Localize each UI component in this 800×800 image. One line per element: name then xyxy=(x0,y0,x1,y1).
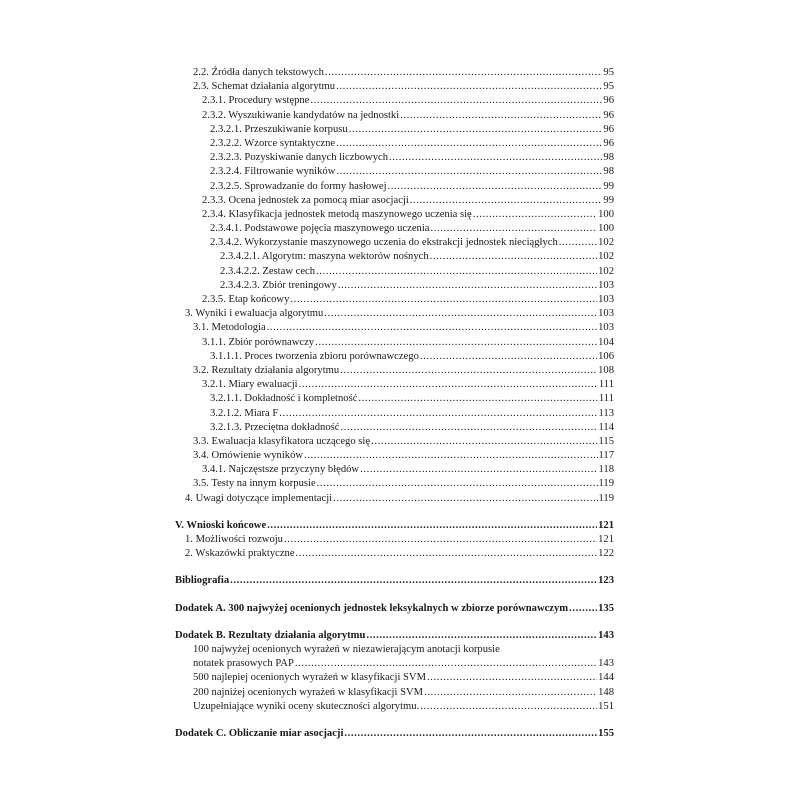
dot-leader xyxy=(389,151,602,165)
toc-page-number: 98 xyxy=(603,152,614,164)
toc-entry-title: 4. Uwagi dotyczące implementacji xyxy=(185,492,333,504)
dot-leader xyxy=(344,727,597,741)
dot-leader xyxy=(336,165,602,179)
dot-leader xyxy=(430,250,597,264)
toc-page-number: 108 xyxy=(598,364,614,376)
dot-leader xyxy=(340,364,597,378)
table-of-contents xyxy=(175,66,614,741)
toc-entry-title: Dodatek C. Obliczanie miar asocjacji xyxy=(175,727,344,739)
toc-entry[interactable] xyxy=(175,151,614,165)
toc-page-number: 143 xyxy=(598,658,614,670)
dot-leader xyxy=(371,435,597,449)
toc-page-number: 95 xyxy=(603,81,614,93)
toc-entry-title: 2.3.4.1. Podstawowe pojęcia maszynowego uczenia xyxy=(210,223,430,235)
toc-entry-title: V. Wnioski końcowe xyxy=(175,519,267,531)
toc-page-number: 119 xyxy=(598,492,614,504)
toc-entry-title: 2.3.5. Etap końcowy xyxy=(202,294,290,305)
toc-entry[interactable] xyxy=(175,700,614,714)
toc-page-number: 135 xyxy=(598,602,614,614)
toc-entry[interactable] xyxy=(175,657,614,671)
toc-page-number: 106 xyxy=(598,350,614,362)
toc-entry[interactable] xyxy=(175,407,614,421)
toc-entry-title: 3.2.1. Miary ewaluacji xyxy=(202,379,298,391)
toc-entry[interactable] xyxy=(175,643,614,657)
toc-entry-title: 2.3.2.5. Sprowadzanie do formy hasłowej xyxy=(210,180,387,192)
toc-entry[interactable] xyxy=(175,236,614,250)
dot-leader xyxy=(230,574,597,588)
dot-leader xyxy=(284,533,597,547)
toc-entry[interactable] xyxy=(175,392,614,406)
toc-page-number: 102 xyxy=(598,251,614,263)
toc-entry[interactable] xyxy=(175,208,614,222)
toc-entry-title: 3.2.1.1. Dokładność i kompletność xyxy=(210,393,358,405)
toc-entry[interactable] xyxy=(175,321,614,335)
toc-entry[interactable] xyxy=(175,336,614,350)
toc-entry-title: 3.2.1.3. Przeciętna dokładność xyxy=(210,421,340,433)
dot-leader xyxy=(317,477,598,491)
dot-leader xyxy=(569,602,597,616)
toc-entry-title: 3.4.1. Najczęstsze przyczyny błędów xyxy=(202,464,360,476)
toc-page-number: 103 xyxy=(598,279,614,291)
toc-entry[interactable] xyxy=(175,350,614,364)
toc-page-number: 115 xyxy=(598,435,614,447)
toc-entry-title: 2.2. Źródła danych tekstowych xyxy=(193,67,324,78)
toc-entry[interactable] xyxy=(175,477,614,491)
toc-page-number: 114 xyxy=(598,421,614,433)
toc-page-number: 96 xyxy=(603,95,614,107)
toc-entry-title: 3.5. Testy na innym korpusie xyxy=(193,478,316,490)
dot-leader xyxy=(324,307,597,321)
toc-entry[interactable] xyxy=(175,293,614,307)
toc-entry-title: 2.3.4.2.3. Zbiór treningowy xyxy=(220,279,337,291)
toc-entry[interactable] xyxy=(175,364,614,378)
dot-leader xyxy=(388,180,603,194)
toc-entry-title: Dodatek A. 300 najwyżej ocenionych jednostek leksykalnych w zbiorze porównawczym xyxy=(175,602,569,614)
dot-leader xyxy=(340,421,597,435)
toc-entry[interactable] xyxy=(175,180,614,194)
toc-entry-title: 500 najlepiej ocenionych wyrażeń w klasyfikacji SVM xyxy=(193,672,426,684)
dot-leader xyxy=(267,519,597,533)
toc-page-number: 111 xyxy=(598,393,614,405)
toc-page-number: 96 xyxy=(603,109,614,121)
toc-entry-title: Uzupełniające wyniki oceny skuteczności algorytmu. xyxy=(193,700,420,712)
toc-page-number: 113 xyxy=(598,407,614,419)
toc-entry-title: 3.1.1. Zbiór porównawczy xyxy=(202,336,315,348)
dot-leader xyxy=(267,321,597,335)
toc-entry-title: 2.3.4.2. Wykorzystanie maszynowego uczenia do ekstrakcji jednostek nieciągłych xyxy=(210,237,558,249)
toc-entry-title: 200 najniżej ocenionych wyrażeń w klasyfikacji SVM xyxy=(193,686,424,698)
dot-leader xyxy=(430,222,597,236)
dot-leader xyxy=(427,671,597,685)
toc-entry-title: 3. Wyniki i ewaluacja algorytmu xyxy=(185,308,324,320)
toc-entry[interactable] xyxy=(175,80,614,94)
toc-page-number: 155 xyxy=(598,727,614,739)
dot-leader xyxy=(296,547,598,561)
toc-entry[interactable] xyxy=(175,279,614,293)
toc-page-number: 100 xyxy=(598,208,614,220)
dot-leader xyxy=(310,94,602,108)
dot-leader xyxy=(325,66,602,80)
toc-entry[interactable] xyxy=(175,137,614,151)
toc-page-number: 123 xyxy=(598,575,614,587)
toc-spacer xyxy=(175,506,614,519)
dot-leader xyxy=(420,700,597,714)
toc-entry-title: 3.2. Rezultaty działania algorytmu xyxy=(193,364,340,376)
dot-leader xyxy=(410,194,603,208)
toc-page-number: 151 xyxy=(598,700,614,712)
toc-page-number: 99 xyxy=(603,194,614,206)
toc-page-number: 96 xyxy=(603,123,614,135)
toc-entry-title: 2.3.4. Klasyfikacja jednostek metodą maszynowego uczenia się xyxy=(202,208,472,220)
toc-page-number: 99 xyxy=(603,180,614,192)
toc-entry-title: 2.3.2. Wyszukiwanie kandydatów na jednostki xyxy=(202,109,400,121)
toc-entry[interactable] xyxy=(175,686,614,700)
toc-page-number: 143 xyxy=(598,629,614,641)
toc-page-number: 118 xyxy=(598,464,614,476)
toc-entry[interactable] xyxy=(175,109,614,123)
toc-entry[interactable] xyxy=(175,222,614,236)
dot-leader xyxy=(400,109,602,123)
dot-leader xyxy=(333,492,597,506)
toc-entry-title: 2.3.3. Ocena jednostek za pomocą miar asocjacji xyxy=(202,194,409,206)
toc-entry-title: notatek prasowych PAP xyxy=(193,658,294,670)
toc-entry[interactable] xyxy=(175,547,614,561)
dot-leader xyxy=(299,378,598,392)
toc-entry[interactable] xyxy=(175,265,614,279)
toc-entry[interactable] xyxy=(175,449,614,463)
toc-page-number: 144 xyxy=(598,672,614,684)
toc-entry-title: 3.3. Ewaluacja klasyfikatora uczącego się xyxy=(193,435,371,447)
toc-heading-entry[interactable] xyxy=(175,629,614,643)
toc-entry[interactable] xyxy=(175,533,614,547)
toc-entry-title: Bibliografia xyxy=(175,575,230,587)
toc-entry[interactable] xyxy=(175,307,614,321)
toc-entry[interactable] xyxy=(175,123,614,137)
toc-page-number: 96 xyxy=(603,137,614,149)
toc-heading-entry[interactable] xyxy=(175,602,614,616)
toc-entry-title: 2.3.2.1. Przeszukiwanie korpusu xyxy=(210,123,348,135)
toc-entry[interactable] xyxy=(175,194,614,208)
dot-leader xyxy=(316,265,597,279)
dot-leader xyxy=(358,392,597,406)
toc-entry-title: 2.3.2.2. Wzorce syntaktyczne xyxy=(210,137,336,149)
toc-page-number: 95 xyxy=(603,67,614,78)
toc-entry[interactable] xyxy=(175,165,614,179)
toc-spacer xyxy=(175,561,614,574)
dot-leader xyxy=(473,208,597,222)
toc-heading-entry[interactable] xyxy=(175,574,614,588)
toc-entry-title: 3.2.1.2. Miara F xyxy=(210,407,279,419)
dot-leader xyxy=(366,629,597,643)
toc-entry-title: Dodatek B. Rezultaty działania algorytmu xyxy=(175,629,366,641)
toc-entry-title: 3.4. Omówienie wyników xyxy=(193,450,304,462)
toc-entry[interactable] xyxy=(175,492,614,506)
dot-leader xyxy=(424,686,597,700)
dot-leader xyxy=(336,80,602,94)
dot-leader xyxy=(420,350,597,364)
toc-entry-title: 2.3.4.2.1. Algorytm: maszyna wektorów nośnych xyxy=(220,251,429,263)
toc-entry[interactable] xyxy=(175,66,614,80)
toc-page-number: 121 xyxy=(598,519,614,531)
toc-entry-title: 3.1.1.1. Proces tworzenia zbioru porównawczego xyxy=(210,350,419,362)
toc-entry-title: 2.3. Schemat działania algorytmu xyxy=(193,81,336,93)
dot-leader xyxy=(304,449,597,463)
toc-page-number: 122 xyxy=(598,548,614,560)
toc-entry-title: 2.3.1. Procedury wstępne xyxy=(202,95,310,107)
toc-entry-title: 2. Wskazówki praktyczne xyxy=(185,548,295,560)
toc-entry-title: 2.3.2.4. Filtrowanie wyników xyxy=(210,166,336,178)
toc-entry[interactable] xyxy=(175,94,614,108)
toc-page-number: 103 xyxy=(598,322,614,334)
dot-leader xyxy=(338,279,597,293)
toc-page-number: 148 xyxy=(598,686,614,698)
toc-entry-title: 100 najwyżej ocenionych wyrażeń w niezawierającym anotacji korpusie xyxy=(193,643,500,655)
toc-entry-title: 3.1. Metodologia xyxy=(193,322,266,334)
dot-leader xyxy=(360,463,597,477)
dot-leader xyxy=(336,137,602,151)
toc-spacer xyxy=(175,616,614,629)
toc-entry-title: 1. Możliwości rozwoju xyxy=(185,534,283,545)
dot-leader xyxy=(315,336,597,350)
toc-entry[interactable] xyxy=(175,250,614,264)
dot-leader xyxy=(279,407,597,421)
toc-entry[interactable] xyxy=(175,435,614,449)
toc-page-number: 100 xyxy=(598,223,614,235)
toc-page-number: 102 xyxy=(598,237,614,249)
toc-entry-title: 2.3.4.2.2. Zestaw cech xyxy=(220,265,316,277)
dot-leader xyxy=(290,293,597,307)
toc-entry[interactable] xyxy=(175,421,614,435)
toc-page-number: 117 xyxy=(598,450,614,462)
toc-entry-title: 2.3.2.3. Pozyskiwanie danych liczbowych xyxy=(210,152,388,164)
dot-leader xyxy=(559,236,597,250)
toc-page-number: 121 xyxy=(598,534,614,545)
toc-page-number: 103 xyxy=(598,294,614,305)
toc-spacer xyxy=(175,714,614,727)
toc-page-number: 102 xyxy=(598,265,614,277)
toc-page-number: 98 xyxy=(603,166,614,178)
dot-leader xyxy=(295,657,597,671)
toc-entry[interactable] xyxy=(175,463,614,477)
toc-entry[interactable] xyxy=(175,378,614,392)
toc-entry[interactable] xyxy=(175,671,614,685)
toc-page-number: 103 xyxy=(598,308,614,320)
toc-page-number: 111 xyxy=(598,379,614,391)
toc-heading-entry[interactable] xyxy=(175,519,614,533)
toc-page-number: 119 xyxy=(598,478,614,490)
dot-leader xyxy=(349,123,603,137)
toc-page-number: 104 xyxy=(598,336,614,348)
toc-spacer xyxy=(175,589,614,602)
toc-heading-entry[interactable] xyxy=(175,727,614,741)
